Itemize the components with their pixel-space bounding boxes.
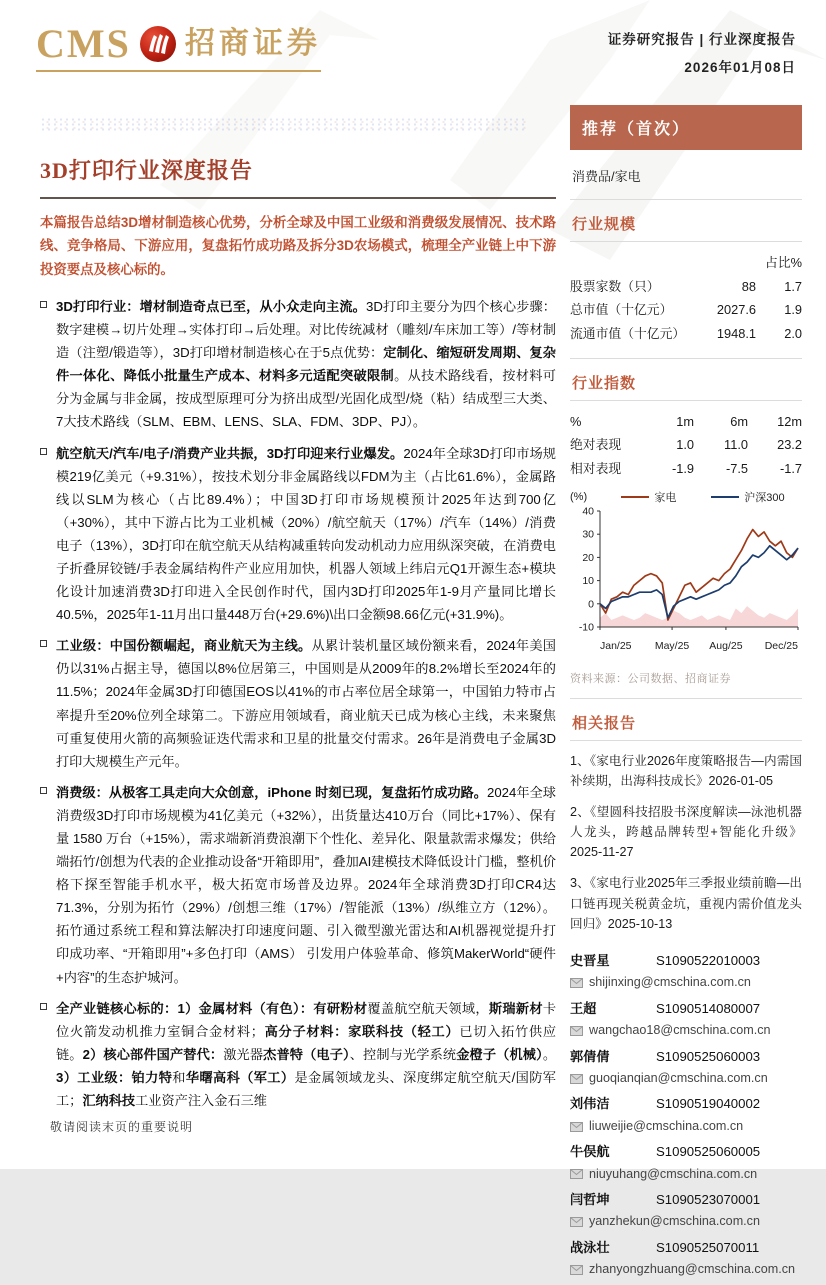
analyst-cert-number: S1090523070001 bbox=[656, 1192, 761, 1208]
svg-text:Jan/25: Jan/25 bbox=[600, 639, 632, 652]
key-points-list bbox=[40, 295, 556, 1112]
legend-item: 家电 bbox=[621, 489, 676, 505]
analyst-name: 王超 bbox=[570, 1000, 597, 1016]
cms-logo bbox=[36, 21, 321, 72]
sidebar bbox=[570, 105, 802, 1285]
analyst-entry bbox=[570, 998, 802, 1042]
related-reports-list bbox=[570, 751, 802, 934]
analyst-entry bbox=[570, 1189, 802, 1233]
svg-text:Dec/25: Dec/25 bbox=[764, 639, 798, 652]
cms-logo-icon bbox=[139, 25, 177, 63]
report-bullet bbox=[40, 781, 556, 989]
svg-text:0: 0 bbox=[588, 598, 594, 611]
footer-disclaimer: 敬请阅读末页的重要说明 bbox=[50, 1120, 194, 1134]
industry-index-table bbox=[570, 410, 802, 481]
related-report-item: 2、《望圆科技招股书深度解读—泳池机器人龙头，跨越品牌转型+智能化升级》2025-11-27 bbox=[570, 804, 802, 860]
report-type-label: 证券研究报告 | 行业深度报告 bbox=[607, 32, 796, 47]
chart-legend bbox=[570, 489, 802, 505]
analyst-cert-number: S1090519040002 bbox=[656, 1096, 761, 1112]
legend-item: 沪深300 bbox=[711, 489, 784, 505]
cms-logo-name: 招商证券 bbox=[184, 27, 321, 60]
bullet-square-icon bbox=[40, 448, 47, 455]
analyst-name: 闫哲坤 bbox=[570, 1192, 610, 1208]
analyst-cert-number: S1090525070011 bbox=[656, 1239, 760, 1255]
obscured-title-line bbox=[40, 117, 526, 132]
analyst-email: zhanyongzhuang@cmschina.com.cn bbox=[589, 1262, 796, 1277]
analyst-cert-number: S1090525060005 bbox=[656, 1144, 761, 1160]
scale-table-row: 流通市值（十亿元） 1948.1 2.0 bbox=[570, 326, 802, 342]
industry-scale-section bbox=[570, 200, 802, 346]
bullet-text: 消费级：从极客工具走向大众创意，iPhone 时刻已现，复盘拓竹成功路。2024年全球消费级3D打印市场规模为41亿美元（+32%），出货量达410万台（同比+17%）、保有量 1580 万台（+15%），需求端新消费浪潮下个性化、差异化、限量款需求爆发；供给端拓竹/创想为代表的企业推动设备“开箱即用”，叠加AI建模技术降低设计门槛，整机价格下探至智能手机水平，极大拓宽市场普及边界。2024年全球消费3D打印CR4达71.3%，分别为拓竹（29%）/创想三维（17%）/智能派（13%）/纵维立方（12%）。拓竹通过系统工程和算法解决打印速度问题、引入微型激光雷达和AI机器视觉提升打印成功率、“开箱即用”+多色打印（AMS） 引发用户体验革命、修筑MakerWorld“硬件+内容”的生态护城河。 bbox=[56, 784, 556, 985]
svg-text:10: 10 bbox=[582, 574, 594, 587]
report-date: 2026年01月08日 bbox=[684, 60, 796, 75]
analyst-entry bbox=[570, 1093, 802, 1137]
analyst-entry bbox=[570, 1237, 802, 1281]
envelope-icon bbox=[570, 1217, 583, 1227]
industry-label: 消费品/家电 bbox=[570, 150, 802, 200]
chart-legend-items bbox=[604, 489, 802, 505]
report-bullet bbox=[40, 997, 556, 1112]
scale-table-row: 总市值（十亿元） 2027.6 1.9 bbox=[570, 302, 802, 318]
scale-col-header: 占比% bbox=[765, 255, 802, 270]
title-divider bbox=[40, 197, 556, 199]
analyst-email: niuyuhang@cmschina.com.cn bbox=[589, 1166, 758, 1181]
index-table-row: 相对表现 -1.9 -7.5 -1.7 bbox=[570, 461, 802, 477]
main-column bbox=[40, 95, 556, 1120]
report-summary: 本篇报告总结3D增材制造核心优势，分析全球及中国工业级和消费级发展情况、技术路线、竞争格局、下游应用，复盘拓竹成功路及拆分3D农场模式，梳理全产业链上中下游投资要点及核心标的。 bbox=[40, 215, 556, 277]
index-table-header: % 1m 6m 12m bbox=[570, 413, 802, 429]
cms-logo-text: CMS bbox=[36, 21, 131, 66]
analyst-email: wangchao18@cmschina.com.cn bbox=[589, 1023, 771, 1038]
bullet-text: 工业级：中国份额崛起，商业航天为主线。从累计装机量区域份额来看，2024年美国仍以31%占据主导，德国以8%位居第三，中国则是从2009年的8.2%增长至2024年的11.5%；2024年金属3D打印德国EOS以41%的市占率位居全球第一，中国铂力特市占率提升至20%位列全球第二。下游应用领域看，商业航天已成为核心主线，未来聚焦可重复使用火箭的高频验证迭代需求和卫星的批量交付需求。26年是消费电子金属3D打印大规模生产元年。 bbox=[56, 638, 556, 769]
page-title: 3D打印行业深度报告 bbox=[40, 158, 253, 183]
analysts-list bbox=[570, 950, 802, 1281]
analyst-name: 史晋星 bbox=[570, 952, 610, 968]
envelope-icon bbox=[570, 1074, 583, 1084]
report-bullet bbox=[40, 295, 556, 434]
chart-source-note: 资料来源：公司数据、招商证券 bbox=[570, 672, 731, 685]
analyst-name: 牛俣航 bbox=[570, 1144, 610, 1160]
svg-text:30: 30 bbox=[582, 528, 594, 541]
bullet-square-icon bbox=[40, 640, 47, 647]
analyst-cert-number: S1090525060003 bbox=[656, 1048, 761, 1064]
bullet-square-icon bbox=[40, 1003, 47, 1010]
page-header bbox=[0, 0, 826, 95]
envelope-icon bbox=[570, 978, 583, 988]
envelope-icon bbox=[570, 1265, 583, 1275]
report-bullet bbox=[40, 634, 556, 773]
bullet-square-icon bbox=[40, 301, 47, 308]
analyst-entry bbox=[570, 950, 802, 994]
industry-index-heading: 行业指数 bbox=[570, 372, 802, 401]
svg-text:May/25: May/25 bbox=[654, 639, 690, 652]
related-report-item: 1、《家电行业2026年度策略报告—内需国补续期，出海科技成长》2026-01-05 bbox=[570, 753, 802, 788]
envelope-icon bbox=[570, 1026, 583, 1036]
svg-text:Aug/25: Aug/25 bbox=[709, 639, 743, 652]
related-reports-heading: 相关报告 bbox=[570, 712, 802, 741]
analyst-name: 战泳壮 bbox=[570, 1239, 610, 1255]
related-report-item: 3、《家电行业2025年三季报业绩前瞻—出口链再现关税黄金坑，重视内需价值龙头回归》2025-10-13 bbox=[570, 876, 802, 931]
industry-index-section bbox=[570, 359, 802, 686]
svg-text:20: 20 bbox=[582, 551, 594, 564]
analyst-entry bbox=[570, 1046, 802, 1090]
analyst-email: guoqianqian@cmschina.com.cn bbox=[589, 1070, 768, 1085]
related-reports-section bbox=[570, 699, 802, 934]
svg-text:-10: -10 bbox=[578, 621, 594, 634]
bullet-text: 3D打印行业：增材制造奇点已至，从小众走向主流。3D打印主要分为四个核心步骤：数字建模→切片处理→实体打印→后处理。对比传统减材（雕刻/车床加工等）/等材制造（注塑/锻造等），3D打印增材制造核心在于5点优势：定制化、缩短研发周期、复杂件一体化、降低小批量生产成本、材料多元适配突破限制。从技术路线看，按材料可分为金属与非金属，按成型原理可分为挤出成型/光固化成型/烧（粘）结成型三大类、7大技术路线（SLM、EBM、LENS、SLA、FDM、3DP、PJ）。 bbox=[56, 298, 556, 430]
report-bullet bbox=[40, 442, 556, 627]
industry-scale-heading: 行业规模 bbox=[570, 213, 802, 242]
analyst-email: shijinxing@cmschina.com.cn bbox=[589, 975, 751, 990]
analyst-email: liuweijie@cmschina.com.cn bbox=[589, 1118, 744, 1133]
industry-scale-table bbox=[570, 251, 802, 346]
header-meta bbox=[608, 28, 796, 76]
bullet-text: 航空航天/汽车/电子/消费产业共振，3D打印迎来行业爆发。2024年全球3D打印市场规模219亿美元（+9.31%），按技术划分非金属路线以FDM为主（占比61.6%），金属路线以SLM为核心（占比89.4%）；中国3D打印市场规模预计2025年达到700亿（+30%），其中下游占比为工业机械（20%）/航空航天（17%）/汽车（14%）/消费电子（13%），3D打印在航空航天从结构减重转向发动机动力应用纵深突破，在消费电子折叠屏铰链/手表金属结构件产业应用加快，机器人领域上纬启元Q1开源生态+模块化设计加速消费3D打印进入全民创作时代，国内3D打印2025年1-9月产量同比增长40.5%，2025年1-11月出口量448万台(+29.6%)\出口金额98.66亿元(+31.9%)。 bbox=[56, 445, 556, 623]
industry-index-chart bbox=[570, 505, 802, 657]
chart-unit-label: (%) bbox=[570, 490, 588, 503]
envelope-icon bbox=[570, 1169, 583, 1179]
analyst-email: yanzhekun@cmschina.com.cn bbox=[589, 1214, 760, 1229]
analyst-entry bbox=[570, 1141, 802, 1185]
scale-table-row: 股票家数（只） 88 1.7 bbox=[570, 278, 802, 294]
envelope-icon bbox=[570, 1122, 583, 1132]
analyst-cert-number: S1090514080007 bbox=[656, 1000, 761, 1016]
analyst-cert-number: S1090522010003 bbox=[656, 952, 761, 968]
bullet-square-icon bbox=[40, 787, 47, 794]
svg-text:40: 40 bbox=[582, 505, 594, 518]
index-table-row: 绝对表现 1.0 11.0 23.2 bbox=[570, 437, 802, 453]
rating-badge: 推荐（首次） bbox=[570, 105, 802, 150]
analyst-name: 刘伟洁 bbox=[570, 1096, 610, 1112]
analyst-name: 郭倩倩 bbox=[570, 1048, 610, 1064]
bullet-text: 全产业链核心标的：1）金属材料（有色）：有研粉材覆盖航空航天领域，斯瑞新材卡位火箭发动机推力室铜合金材料；高分子材料：家联科技（轻工）已切入拓竹供应链。2）核心部件国产替代：激光器杰普特（电子）、控制与光学系统金橙子（机械）。3）工业级：铂力特和华曙高科（军工）是金属领域龙头、深度绑定航空航天/国防军工；汇纳科技工业资产注入金石三维 bbox=[56, 1000, 557, 1109]
